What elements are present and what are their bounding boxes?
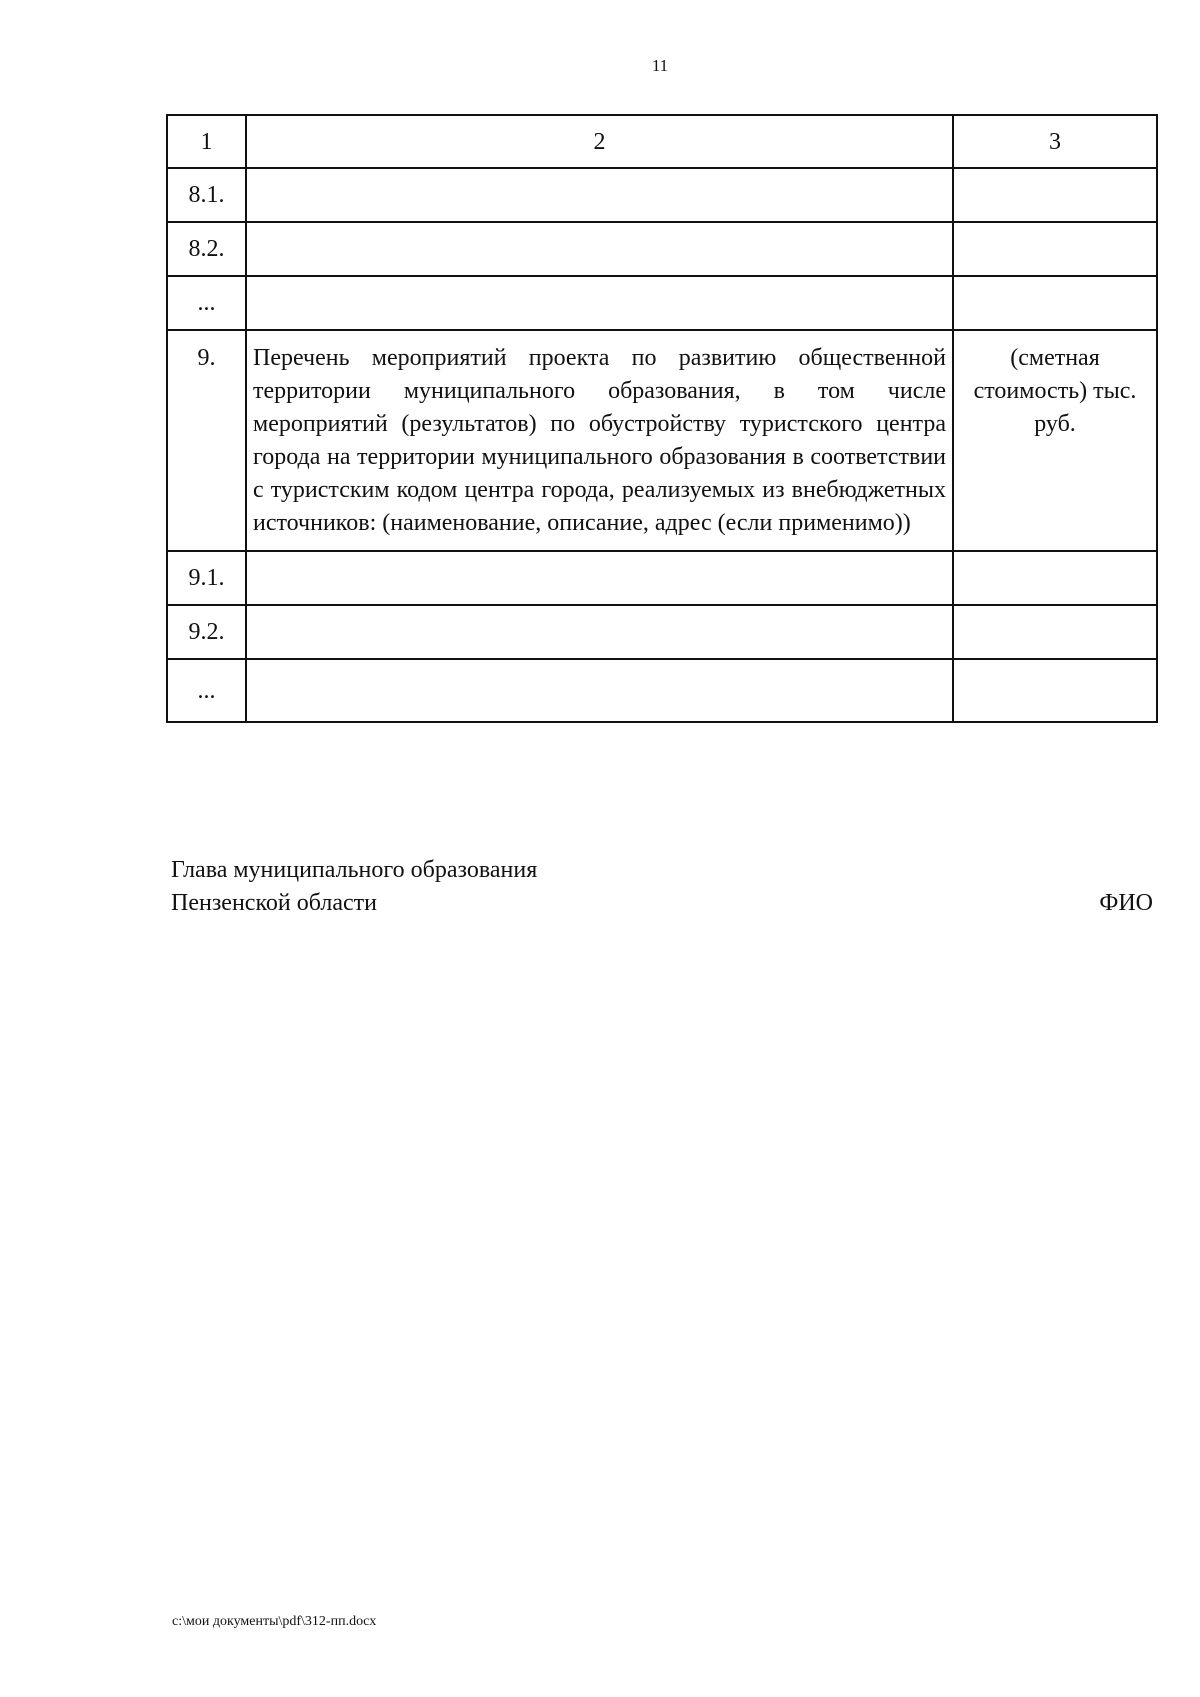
signature-title-line1: Глава муниципального образования	[171, 857, 538, 883]
header-cell-2: 2	[246, 115, 953, 168]
table-row	[167, 222, 1157, 276]
row-number: ...	[167, 659, 246, 722]
row-number: 8.1.	[167, 168, 246, 222]
header-cell-1: 1	[167, 115, 246, 168]
row-cost	[953, 605, 1157, 659]
header-cell-3: 3	[953, 115, 1157, 168]
row-description	[246, 276, 953, 330]
row-number: ...	[167, 276, 246, 330]
table-row	[167, 659, 1157, 722]
table-row	[167, 551, 1157, 605]
row-number: 9.2.	[167, 605, 246, 659]
row-cost	[953, 276, 1157, 330]
table-row	[167, 605, 1157, 659]
row-number: 8.2.	[167, 222, 246, 276]
signature-line2	[171, 887, 1153, 920]
footer-file-path: c:\мои документы\pdf\312-пп.docx	[172, 1614, 377, 1629]
row-cost: (сметная стоимость) тыс. руб.	[953, 330, 1157, 551]
signature-title-line2: Пензенской области	[171, 890, 377, 916]
table-header-row	[167, 115, 1157, 168]
table-row	[167, 276, 1157, 330]
page-number: 11	[651, 56, 669, 75]
row-description	[246, 168, 953, 222]
row-description	[246, 659, 953, 722]
row-cost	[953, 551, 1157, 605]
row-description	[246, 605, 953, 659]
row-cost	[953, 659, 1157, 722]
table-row	[167, 330, 1157, 551]
row-cost	[953, 222, 1157, 276]
row-description: Перечень мероприятий проекта по развитию общественной территории муниципального образования, в том числе мероприятий (результатов) по обустройству туристского центра города на территории муниципального образования в соответствии с туристским кодом центра города, реализуемых из внебюджетных источников: (наименование, описание, адрес (если применимо))	[246, 330, 953, 551]
row-number: 9.1.	[167, 551, 246, 605]
table-row	[167, 168, 1157, 222]
row-cost	[953, 168, 1157, 222]
signature-name: ФИО	[1099, 890, 1153, 916]
document-table	[166, 114, 1158, 723]
signature-block	[171, 854, 1153, 920]
row-number: 9.	[167, 330, 246, 551]
row-description	[246, 551, 953, 605]
row-description	[246, 222, 953, 276]
